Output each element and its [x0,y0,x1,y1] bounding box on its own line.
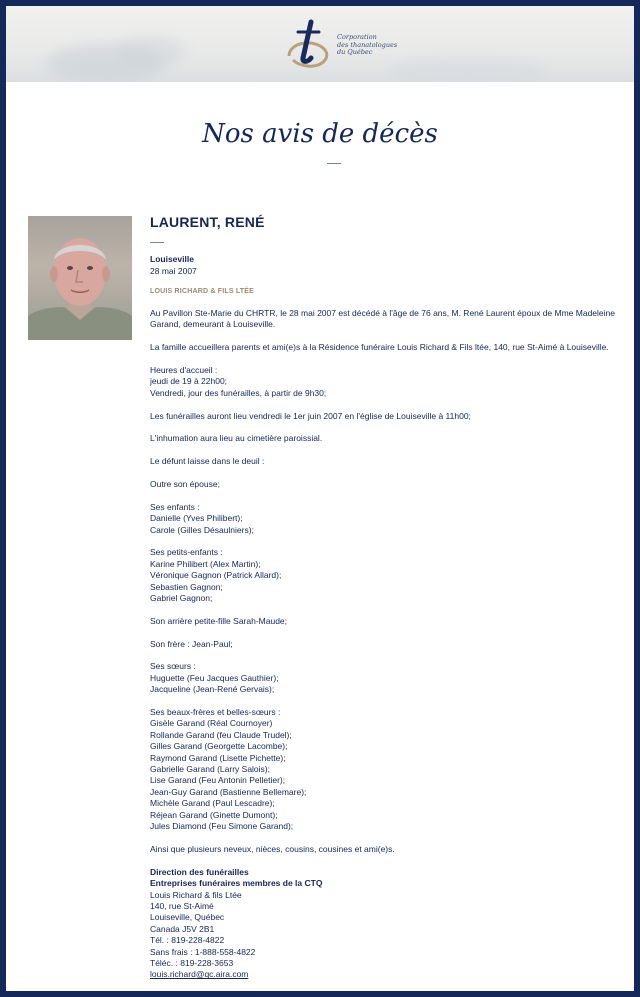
notice-paragraph: Son arrière petite-fille Sarah-Maude; [150,615,288,626]
deceased-photo [28,216,132,340]
page-frame [6,6,634,991]
notice-paragraph: L'inhumation aura lieu au cimetière paroissial. [150,433,323,444]
notice-paragraph: Ses enfants : Danielle (Yves Philibert); Carole (Gilles Désaulniers); [150,501,254,535]
header-banner [6,6,634,82]
funeral-home-link[interactable]: LOUIS RICHARD & FILS LTÉE [150,288,255,295]
notice-paragraph: Ses sœurs : Huguette (Feu Jacques Gauthier); Jacqueline (Jean-René Gervais); [150,661,279,695]
notice-paragraph: Ses beaux-frères et belles-sœurs : Gisèle Garand (Réal Cournoyer) Rollande Garand (feu Claude Trudel); Gilles Garand (Georgette Lacombe); Raymond Garand (Lisette Pichette); Gabrielle Garand (Larry Salois); Lise Garand (Feu Antonin Pelletier); Jean-Guy Garand (Bastienne Bellemare); Michèle Garand (Paul Lescadre); Réjean Garand (Ginette Dumont); Jules Diamond (Feu Simone Garand); [150,707,307,832]
notice-paragraph: Outre son épouse; [150,479,220,489]
notice-paragraph: Les funérailles auront lieu vendredi le 1er juin 2007 en l'église de Louiseville à 11h00; [150,410,471,421]
notice-date: 28 mai 2007 [150,266,197,276]
notice-body [150,308,620,991]
notice-paragraph: Heures d'accueil : jeudi de 19 à 22h00; Vendredi, jour des funérailles, à partir de 9h30; [150,365,327,398]
notice-paragraph: Ainsi que plusieurs neveux, nièces, cousins, cousines et ami(e)s. [150,843,395,854]
notice-paragraph: Le défunt laisse dans le deuil : [150,456,265,467]
deceased-name: LAURENT, RENÉ [150,214,265,230]
logo-text: Corporation des thanatologues du Québec [337,33,398,56]
notice-paragraph: Son frère : Jean-Paul; [150,638,233,649]
direction-heading: Direction des funérailles [150,866,249,877]
name-divider [150,242,164,243]
email-link[interactable]: louis.richard@qc.aira.com [150,969,249,980]
page-title: Nos avis de décès [202,119,438,149]
notice-paragraph: La famille accueillera parents et ami(e)s à la Résidence funéraire Louis Richard & Fils ltée, 140, rue St-Aimé à Louiseville. [150,342,609,353]
notice-paragraph: Au Pavillon Ste-Marie du CHRTR, le 28 mai 2007 est décédé à l'âge de 76 ans, M. René Laurent époux de Mme Madeleine Garand, demeurant à Louiseville. [150,308,615,330]
notice-paragraph: Ses petits-enfants : Karine Philibert (Alex Martin); Véronique Gagnon (Patrick Allard); Sebastien Gagnon; Gabriel Gagnon; [150,547,282,604]
direction-subheading: Entreprises funéraires membres de la CTQ [150,878,323,889]
notice-city: Louiseville [150,254,194,264]
funeral-direction: Direction des funérailles Entreprises funéraires membres de la CTQ Louis Richard & fils Ltée 140, rue St-Aimé Louiseville, Québec Canada J5V 2B1 Tél. : 819-228-4822 Sans frais : 1-888-558-4822 Téléc. : 819-228-3653 louis.richard@qc.aira.com [150,866,323,980]
ctq-logo[interactable] [281,18,401,70]
ctq-logo-icon [281,18,337,70]
title-divider [327,163,341,164]
